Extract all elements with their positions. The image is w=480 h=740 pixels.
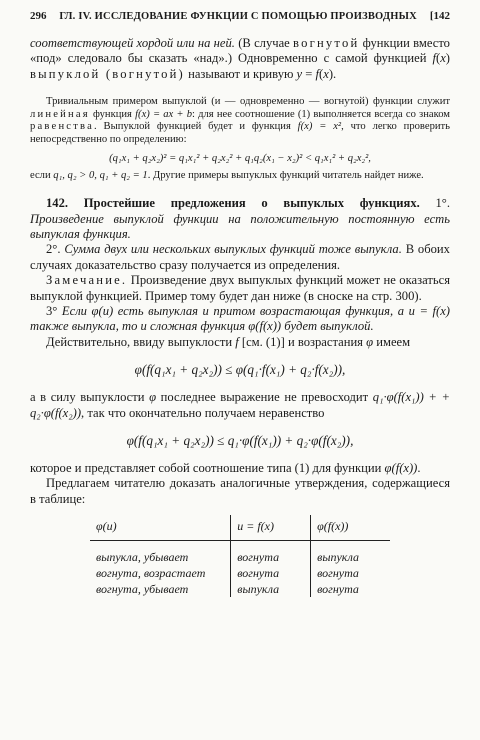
formula-increasing-step: φ(f(q₁x₁ + q₂x₂)) ≤ φ(q₁·f(x₁) + q₂·f(x₂)),	[134, 362, 346, 378]
proposition-2: 2°. Сумма двух или нескольких выпуклых функций тоже выпукла. В обоих случаях доказательство сразу получается из определения.	[30, 242, 450, 272]
table-intro-paragraph: Предлагаем читателю доказать аналогичные утверждения, содержащиеся в таблице:	[30, 476, 450, 506]
table-cell: вогнута, убывает	[96, 582, 189, 597]
table-cell: вогнута	[311, 565, 390, 581]
section-142-paragraph: 142. Простейшие предложения о выпуклых функциях. 1°. Произведение выпуклой функции на положительную постоянную есть выпуклая функция.	[30, 196, 450, 241]
intro-paragraph: соответствующей хордой или на ней. (В случае вогнутой функции вместо «под» следовало бы сказать «над».) Одновременно с самой функцией f(x) выпуклой (вогнутой) называют и кривую y = f(x).	[30, 36, 450, 81]
page-number: 296	[30, 10, 47, 22]
table-header-row	[90, 515, 390, 541]
column-header: φ(f(x))	[311, 515, 390, 541]
table-cell: выпукла	[311, 541, 390, 566]
conclusion-paragraph: которое и представляет собой соотношение типа (1) для функции φ(f(x)).	[30, 461, 421, 476]
chapter-title: ГЛ. IV. ИССЛЕДОВАНИЕ ФУНКЦИИ С ПОМОЩЬЮ ПРОИЗВОДНЫХ	[59, 11, 417, 22]
formula-final-inequality: φ(f(q₁x₁ + q₂x₂)) ≤ q₁·φ(f(x₁)) + q₂·φ(f(x₂)),	[126, 433, 354, 449]
column-header: φ(u)	[90, 515, 231, 541]
column-header: u = f(x)	[231, 515, 311, 541]
proposition-3: 3° Если φ(u) есть выпуклая и притом возрастающая функция, а u = f(x) также выпукла, то и сложная функция φ(f(x)) будет выпуклой.	[30, 304, 450, 334]
table-cell: выпукла, убывает	[96, 550, 189, 565]
convexity-table	[90, 515, 390, 597]
table-cell: вогнута	[311, 581, 390, 597]
small-note-end: если q₁, q₂ > 0, q₁ + q₂ = 1. Другие примеры выпуклых функций читатель найдет ниже.	[30, 169, 424, 181]
page-header	[30, 10, 450, 22]
proof-intro: Действительно, ввиду выпуклости f [см. (1)] и возрастания φ имеем	[46, 334, 411, 349]
table-cell: вогнута	[231, 565, 311, 581]
table-cell: выпукла	[231, 581, 311, 597]
table-row	[90, 581, 390, 597]
convexity-step-paragraph: а в силу выпуклости φ последнее выражение не превосходит q₁·φ(f(x₁)) + + q₂·φ(f(x₂)), так что окончательно получаем неравенство	[30, 390, 450, 420]
table-row	[90, 541, 390, 566]
section-heading: 142. Простейшие предложения о выпуклых функциях.	[46, 196, 420, 211]
table-cell: вогнута	[231, 541, 311, 566]
section-marker: [142	[429, 10, 450, 22]
formula-square-example: (q₁x₁ + q₂x₂)² = q₁x₁² + q₂x₂² + q₁q₂(x₁ − x₂)² < q₁x₁² + q₂x₂²,	[109, 152, 371, 164]
table-row	[90, 565, 390, 581]
remark-paragraph: Замечание. Произведение двух выпуклых функций может не оказаться выпуклой функцией. Пример тому будет дан ниже (в сноске на стр. 300).	[30, 273, 450, 303]
table-cell: вогнута, возрастает	[96, 566, 206, 581]
small-note-paragraph: Тривиальным примером выпуклой (и — одновременно — вогнутой) функции служит линейная функция f(x) = ax + b: для нее соотношение (1) выполняется всегда со знаком равенства. Выпуклой функцией будет и функция f(x) = x², что легко проверить непосредственно по определению:	[30, 96, 450, 145]
